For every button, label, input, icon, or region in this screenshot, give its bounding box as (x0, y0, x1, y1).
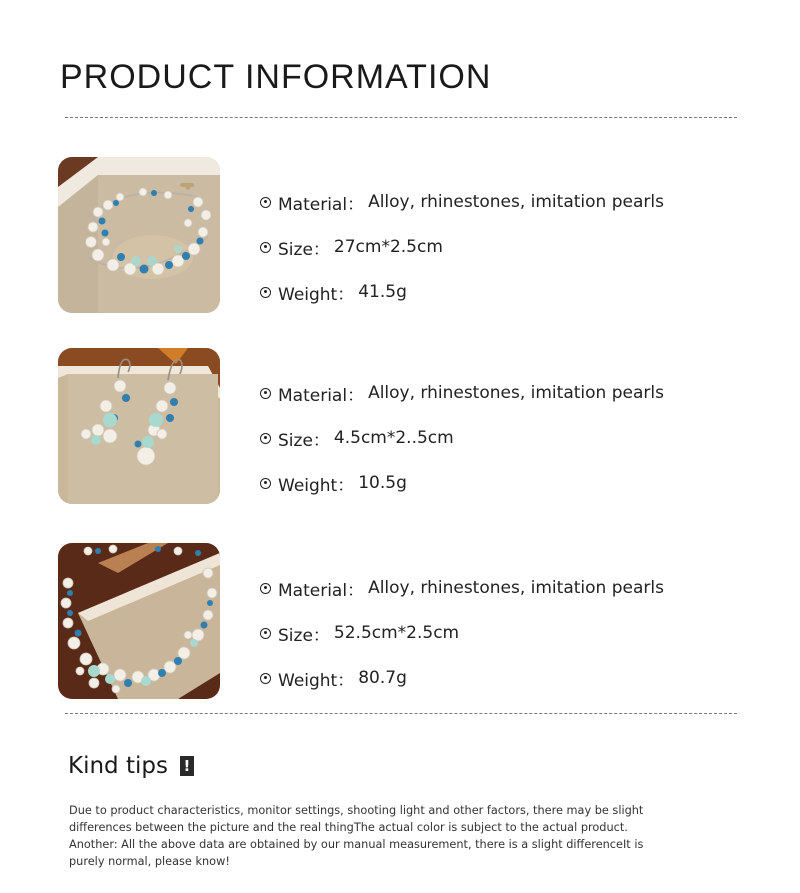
weight-value: 41.5g (358, 282, 407, 302)
bullet-icon (260, 388, 271, 399)
material-spec (260, 381, 664, 405)
product-row-necklace (58, 543, 758, 699)
tips-line: Due to product characteristics, monitor settings, shooting light and other factors, there may be slight (69, 804, 644, 817)
size-label: Size： (278, 239, 330, 260)
size-value: 27cm*2.5cm (333, 237, 443, 257)
bullet-icon (260, 583, 271, 594)
earrings-illustration (58, 348, 220, 504)
bullet-icon (260, 433, 271, 444)
weight-spec (260, 471, 407, 495)
weight-label: Weight： (278, 475, 355, 496)
bullet-icon (260, 197, 271, 208)
bullet-icon (260, 478, 271, 489)
material-spec (260, 576, 664, 600)
bullet-icon (260, 242, 271, 253)
tips-line: purely normal, please know! (69, 855, 230, 868)
size-spec (260, 426, 454, 450)
weight-spec (260, 666, 407, 690)
weight-spec (260, 280, 407, 304)
necklace-photo (58, 543, 220, 699)
weight-value: 80.7g (358, 668, 407, 688)
exclamation-icon: ! (180, 756, 194, 776)
product-row-bracelet (58, 157, 758, 313)
material-label: Material： (278, 194, 365, 215)
page-title: PRODUCT INFORMATION (60, 58, 492, 96)
material-label: Material： (278, 385, 365, 406)
tips-line: Another: All the above data are obtained by our manual measurement, there is a slight differenceIt is (69, 838, 644, 851)
weight-value: 10.5g (358, 473, 407, 493)
material-label: Material： (278, 580, 365, 601)
material-spec (260, 190, 664, 214)
material-value: Alloy, rhinestones, imitation pearls (368, 383, 664, 403)
kind-tips-heading (68, 753, 194, 779)
kind-tips-title: Kind tips (68, 753, 168, 779)
product-row-earrings (58, 348, 758, 504)
necklace-illustration (58, 543, 220, 699)
tips-line: differences between the picture and the real thingThe actual color is subject to the actual product. (69, 821, 628, 834)
material-value: Alloy, rhinestones, imitation pearls (368, 578, 664, 598)
earrings-photo (58, 348, 220, 504)
bullet-icon (260, 628, 271, 639)
top-divider (65, 117, 737, 118)
bullet-icon (260, 673, 271, 684)
bullet-icon (260, 287, 271, 298)
weight-label: Weight： (278, 284, 355, 305)
bracelet-photo (58, 157, 220, 313)
size-label: Size： (278, 430, 330, 451)
bottom-divider (65, 713, 737, 714)
bracelet-illustration (58, 157, 220, 313)
weight-label: Weight： (278, 670, 355, 691)
size-spec (260, 235, 443, 259)
size-spec (260, 621, 459, 645)
kind-tips-text (69, 802, 649, 870)
size-value: 52.5cm*2.5cm (333, 623, 460, 643)
size-label: Size： (278, 625, 330, 646)
material-value: Alloy, rhinestones, imitation pearls (368, 192, 664, 212)
size-value: 4.5cm*2..5cm (333, 428, 454, 448)
